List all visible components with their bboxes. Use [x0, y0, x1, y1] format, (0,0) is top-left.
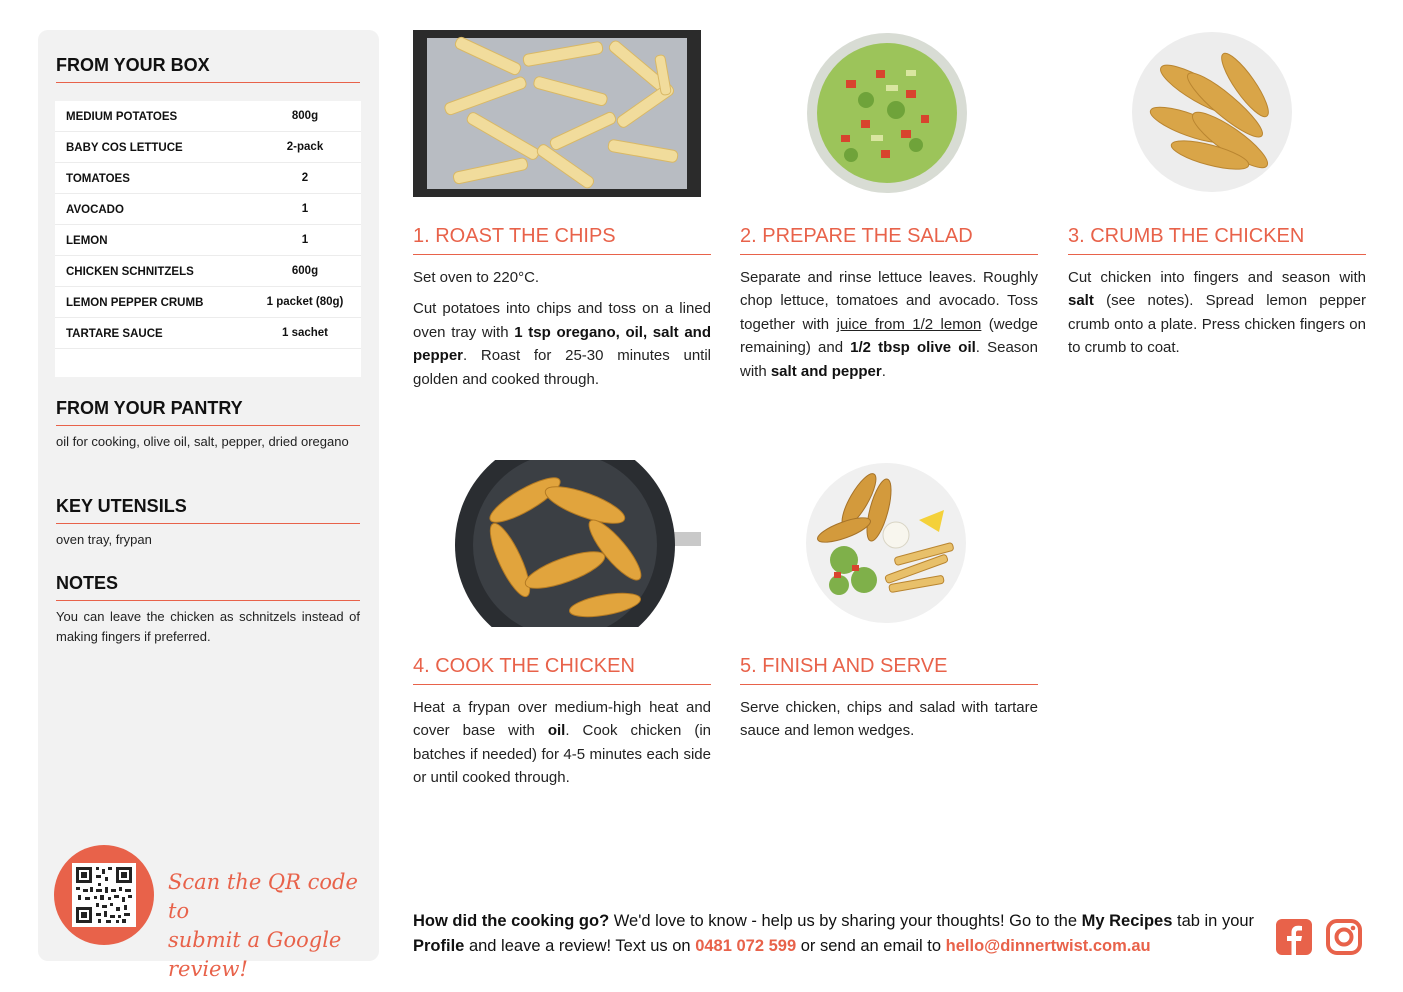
- salad-bowl-photo: [806, 30, 969, 197]
- ingredient-qty: 800g: [291, 110, 319, 122]
- table-row: [55, 318, 361, 349]
- step-2-text-a: Separate and rinse lettuce leaves. Roughly chop lettuce, tomatoes and avocado. Toss together with: [740, 269, 1038, 333]
- ingredient-name: LEMON PEPPER CRUMB: [66, 297, 204, 309]
- step-5-p: Serve chicken, chips and salad with tartare sauce and lemon wedges.: [740, 699, 1038, 740]
- sidebar: [38, 30, 379, 981]
- ingredient-name: TOMATOES: [66, 173, 130, 185]
- step-2-underline: juice from 1/2 lemon: [836, 315, 982, 333]
- frypan-photo: [455, 460, 701, 627]
- step-4-text-c: . Cook chicken (in batches if needed) for 4-5 minutes each side or until cooked through.: [413, 722, 712, 787]
- ingredient-name: BABY COS LETTUCE: [66, 142, 183, 154]
- served-plate-photo: [804, 460, 969, 627]
- qr-review-text: [168, 868, 379, 984]
- step-3-body: [1068, 266, 1366, 368]
- ingredient-qty: 1: [301, 203, 309, 215]
- ingredient-qty: 1: [301, 234, 309, 246]
- table-row: [55, 287, 361, 318]
- table-row: [55, 225, 361, 256]
- step-2-title: 2. PREPARE THE SALAD: [740, 225, 1038, 255]
- step-4-text-a: Heat a frypan over medium-high heat and cover base with: [413, 699, 711, 740]
- step-3-text-c: (see notes). Spread lemon pepper crumb onto a plate. Press chicken fingers on to crumb to coat.: [1068, 292, 1366, 357]
- step-4-bold: oil: [547, 722, 566, 740]
- table-row: [55, 163, 361, 194]
- ingredients-table: [55, 101, 361, 377]
- table-row: [55, 194, 361, 225]
- ingredient-name: AVOCADO: [66, 204, 124, 216]
- qr-code-icon: [72, 863, 136, 927]
- crumbed-chicken-photo: [1130, 30, 1295, 195]
- step-3-text-a: Cut chicken into fingers and season with: [1068, 269, 1366, 286]
- table-row: [55, 132, 361, 163]
- step-1-p1: Set oven to 220°C.: [413, 269, 540, 286]
- step-4-body: [413, 696, 711, 798]
- step-1-body: [413, 266, 711, 399]
- feedback-footer: [413, 909, 1263, 959]
- step-2-bold-f: salt and pepper: [770, 362, 882, 380]
- from-your-box-heading: FROM YOUR BOX: [56, 55, 360, 83]
- step-1-text-end: . Roast for 25-30 minutes until golden and cooked through.: [413, 347, 711, 388]
- qr-text-line-2: submit a Google review!: [168, 928, 342, 981]
- step-2-p: [740, 266, 1038, 383]
- step-2-bold-d: 1/2 tbsp olive oil: [850, 339, 976, 357]
- instagram-icon[interactable]: [1325, 918, 1363, 956]
- step-1-title: 1. ROAST THE CHIPS: [413, 225, 711, 255]
- facebook-icon[interactable]: [1275, 918, 1313, 956]
- profile-label: Profile: [413, 937, 465, 955]
- ingredient-name: CHICKEN SCHNITZELS: [66, 266, 194, 278]
- step-5-title: 5. FINISH AND SERVE: [740, 655, 1038, 685]
- qr-badge[interactable]: [54, 845, 154, 945]
- step-1-bold: 1 tsp oregano, oil, salt and pepper: [413, 323, 711, 365]
- ingredient-qty: 600g: [291, 265, 319, 277]
- step-2-body: [740, 266, 1038, 391]
- step-2-text-g: .: [881, 362, 886, 380]
- from-your-pantry-heading: FROM YOUR PANTRY: [56, 398, 360, 426]
- footer-text-4: or send an email to: [796, 937, 946, 955]
- email-link[interactable]: hello@dinnertwist.com.au: [945, 937, 1151, 955]
- footer-text-3: and leave a review! Text us on: [464, 937, 696, 955]
- footer-question: How did the cooking go?: [413, 912, 610, 930]
- step-3-title: 3. CRUMB THE CHICKEN: [1068, 225, 1366, 255]
- ingredient-name: TARTARE SAUCE: [66, 328, 163, 340]
- ingredient-name: MEDIUM POTATOES: [66, 111, 178, 123]
- ingredient-qty: 2: [301, 172, 309, 184]
- step-1-text: Cut potatoes into chips and toss on a lined oven tray with: [413, 300, 711, 341]
- table-row: [55, 256, 361, 287]
- pantry-text: oil for cooking, olive oil, salt, pepper, dried oregano: [56, 434, 349, 449]
- ingredient-qty: 2-pack: [286, 141, 324, 153]
- my-recipes-label: My Recipes: [1081, 912, 1173, 930]
- step-3-bold: salt: [1068, 292, 1094, 310]
- notes-text: You can leave the chicken as schnitzels instead of making fingers if preferred.: [56, 609, 360, 644]
- footer-text-2: tab in your: [1172, 912, 1255, 930]
- ingredient-name: LEMON: [66, 235, 108, 247]
- utensils-text: oven tray, frypan: [56, 532, 152, 547]
- key-utensils-heading: KEY UTENSILS: [56, 496, 360, 524]
- table-row: [55, 101, 361, 132]
- step-3-p: [1068, 266, 1366, 360]
- step-4-title: 4. COOK THE CHICKEN: [413, 655, 711, 685]
- notes-heading: NOTES: [56, 573, 360, 601]
- step-2-text-e: . Season with: [740, 339, 1038, 380]
- step-2-text-c: (wedge remaining) and: [740, 315, 1038, 357]
- step-4-p: [413, 696, 711, 790]
- qr-text-line-1: Scan the QR code to: [168, 870, 358, 923]
- phone-link[interactable]: 0481 072 599: [695, 937, 797, 955]
- step-1-p2: [413, 297, 711, 391]
- chips-tray-photo: [413, 30, 701, 197]
- ingredient-qty: 1 packet (80g): [266, 296, 344, 308]
- footer-text-1: We'd love to know - help us by sharing your thoughts! Go to the: [609, 912, 1082, 930]
- ingredient-qty: 1 sachet: [281, 327, 329, 339]
- step-5-body: [740, 696, 1038, 751]
